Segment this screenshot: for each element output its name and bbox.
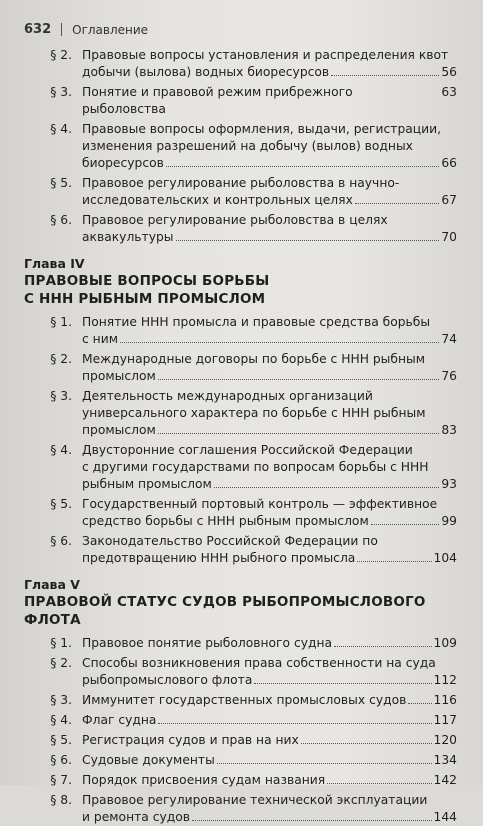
dot-leader — [357, 561, 431, 562]
entry-title-line: средство борьбы с ННН рыбным промыслом — [82, 514, 369, 528]
dot-leader — [158, 433, 440, 434]
entry-title-line: Способы возникновения права собственности на суда — [82, 656, 436, 670]
entry-title-line: с ним — [82, 332, 118, 346]
chapter-label: Глава V — [24, 577, 80, 592]
entry-title-line: рыбопромыслового флота — [82, 673, 253, 687]
toc-entry — [24, 496, 457, 530]
dot-leader — [327, 783, 431, 784]
dot-leader — [217, 763, 432, 764]
entry-title-line: Государственный портовый контроль — эффективное — [82, 497, 438, 511]
entry-title-line: Правовое регулирование рыболовства в целях — [82, 213, 388, 227]
entry-title — [82, 792, 457, 826]
section-number: § 2. — [50, 352, 72, 366]
entry-title-line: Правовые вопросы установления и распределения квот — [82, 48, 449, 62]
entry-title — [82, 351, 457, 385]
entry-title-line: изменения разрешений на добычу (вылов) водных — [82, 139, 413, 153]
page-ref: 66 — [441, 156, 457, 170]
entry-title — [82, 732, 457, 749]
entry-last-line — [82, 752, 457, 769]
page-ref: 144 — [433, 810, 457, 824]
entry-last-line — [82, 692, 457, 709]
entry-title-line: Правовые вопросы оформления, выдачи, регистрации, — [82, 122, 442, 136]
entry-title — [82, 442, 457, 493]
page-ref: 116 — [433, 693, 457, 707]
dot-leader — [408, 703, 431, 704]
toc-entry — [24, 712, 457, 729]
entry-last-line — [82, 635, 457, 652]
dot-leader — [166, 166, 439, 167]
dot-leader — [331, 75, 439, 76]
entry-title-line: Иммунитет государственных промысловых судов — [82, 693, 407, 707]
entry-title-line: исследовательских и контрольных целях — [82, 193, 353, 207]
toc-entry — [24, 351, 457, 385]
entry-last-line — [82, 192, 457, 209]
page-ref: 56 — [441, 65, 457, 79]
section-number: § 6. — [50, 213, 72, 227]
chapter-title: ПРАВОВЫЕ ВОПРОСЫ БОРЬБЫ — [24, 273, 270, 289]
toc-entry — [24, 692, 457, 709]
entry-last-line — [82, 513, 457, 530]
entry-title-line: с другими государствами по вопросам борьбы с ННН — [82, 460, 429, 474]
entry-title — [82, 84, 457, 118]
toc-entry — [24, 772, 457, 789]
section-number: § 4. — [50, 443, 72, 457]
entry-last-line — [82, 229, 457, 246]
page-ref: 134 — [433, 753, 457, 767]
page-number: 632 — [24, 22, 52, 37]
dot-leader — [158, 723, 431, 724]
entry-title — [82, 692, 457, 709]
dot-leader — [371, 524, 440, 525]
entry-title — [82, 712, 457, 729]
entry-title-line: Флаг судна — [82, 713, 157, 727]
entry-title — [82, 175, 457, 209]
page-ref: 63 — [441, 85, 457, 99]
toc-entry — [24, 655, 457, 689]
chapter-label: Глава IV — [24, 256, 85, 271]
entry-title — [82, 772, 457, 789]
entry-title-line: добычи (вылова) водных биоресурсов — [82, 65, 330, 79]
entry-title-line: аквакультуры — [82, 230, 174, 244]
toc-entry — [24, 792, 457, 826]
entry-last-line — [82, 64, 457, 81]
page-ref: 104 — [433, 551, 457, 565]
section-number: § 4. — [50, 122, 72, 136]
section-number: § 5. — [50, 733, 72, 747]
section-number: § 4. — [50, 713, 72, 727]
chapter-5-heading — [24, 577, 457, 629]
entry-title-line: Правовое регулирование технической эксплуатации — [82, 793, 428, 807]
section-number: § 1. — [50, 636, 72, 650]
entry-title-line: Судовые документы — [82, 753, 215, 767]
page-ref: 117 — [433, 713, 457, 727]
dot-leader — [120, 342, 439, 343]
dot-leader — [334, 646, 431, 647]
entry-last-line — [82, 84, 457, 118]
section-number: § 1. — [50, 315, 72, 329]
section-number: § 5. — [50, 176, 72, 190]
entry-title-line: биоресурсов — [82, 156, 164, 170]
page-ref: 70 — [441, 230, 457, 244]
page-ref: 142 — [433, 773, 457, 787]
page-ref: 120 — [433, 733, 457, 747]
dot-leader — [176, 240, 440, 241]
chapter-3-entries — [24, 47, 457, 246]
entry-last-line — [82, 732, 457, 749]
section-number: § 7. — [50, 773, 72, 787]
entry-title — [82, 314, 457, 348]
entry-title — [82, 47, 457, 81]
entry-title-line: Международные договоры по борьбе с ННН рыбным — [82, 352, 425, 366]
toc-entry — [24, 442, 457, 493]
toc-entry — [24, 388, 457, 439]
entry-last-line — [82, 550, 457, 567]
entry-title-line: рыбным промыслом — [82, 477, 212, 491]
section-number: § 2. — [50, 656, 72, 670]
dot-leader — [301, 743, 432, 744]
toc-entry — [24, 84, 457, 118]
dot-leader — [254, 683, 431, 684]
toc-entry — [24, 314, 457, 348]
page-ref: 99 — [441, 514, 457, 528]
chapter-5-entries — [24, 635, 457, 826]
entry-title-line: промыслом — [82, 369, 156, 383]
entry-last-line — [82, 422, 457, 439]
dot-leader — [214, 487, 440, 488]
entry-title-line: и ремонта судов — [82, 810, 191, 824]
entry-title-line: Законодательство Российской Федерации по — [82, 534, 378, 548]
section-number: § 3. — [50, 389, 72, 403]
dot-leader — [158, 379, 440, 380]
entry-title — [82, 533, 457, 567]
toc-entry — [24, 121, 457, 172]
header-divider — [61, 23, 62, 36]
section-number: § 3. — [50, 693, 72, 707]
section-number: § 6. — [50, 534, 72, 548]
running-head — [24, 22, 457, 37]
entry-title — [82, 388, 457, 439]
toc-entry — [24, 175, 457, 209]
chapter-title: С ННН РЫБНЫМ ПРОМЫСЛОМ — [24, 291, 266, 307]
entry-title-line: универсального характера по борьбе с ННН рыбным — [82, 406, 426, 420]
toc-entry — [24, 533, 457, 567]
section-number: § 2. — [50, 48, 72, 62]
chapter-4-entries — [24, 314, 457, 567]
entry-title-line: Понятие ННН промысла и правовые средства борьбы — [82, 315, 431, 329]
entry-last-line — [82, 672, 457, 689]
entry-title-line: промыслом — [82, 423, 156, 437]
page-ref: 67 — [441, 193, 457, 207]
section-number: § 3. — [50, 85, 72, 99]
entry-last-line — [82, 368, 457, 385]
entry-last-line — [82, 772, 457, 789]
chapter-title: ПРАВОВОЙ СТАТУС СУДОВ РЫБОПРОМЫСЛОВОГО ФЛОТА — [24, 594, 426, 628]
entry-title — [82, 752, 457, 769]
entry-title — [82, 655, 457, 689]
toc-entry — [24, 752, 457, 769]
chapter-4-heading — [24, 256, 457, 308]
entry-title-line: Правовое регулирование рыболовства в научно- — [82, 176, 400, 190]
toc-entry — [24, 732, 457, 749]
page-ref: 74 — [441, 332, 457, 346]
page-ref: 93 — [441, 477, 457, 491]
toc-entry — [24, 635, 457, 652]
entry-title-line: Порядок присвоения судам названия — [82, 773, 326, 787]
entry-title-line: предотвращению ННН рыбного промысла — [82, 551, 356, 565]
toc-entry — [24, 47, 457, 81]
dot-leader — [355, 203, 440, 204]
dot-leader — [192, 820, 431, 821]
entry-title-line: Правовое понятие рыболовного судна — [82, 636, 333, 650]
section-number: § 8. — [50, 793, 72, 807]
entry-last-line — [82, 476, 457, 493]
page-ref: 76 — [441, 369, 457, 383]
entry-title — [82, 121, 457, 172]
section-number: § 6. — [50, 753, 72, 767]
entry-title-line: Двусторонние соглашения Российской Федерации — [82, 443, 413, 457]
entry-title — [82, 496, 457, 530]
page-ref: 83 — [441, 423, 457, 437]
page-ref: 112 — [433, 673, 457, 687]
entry-title-line: Деятельность международных организаций — [82, 389, 373, 403]
toc-entry — [24, 212, 457, 246]
entry-last-line — [82, 331, 457, 348]
entry-title-line: Понятие и правовой режим прибрежного рыболовства — [82, 85, 353, 116]
running-head-title: Оглавление — [72, 22, 149, 37]
page-ref: 109 — [433, 636, 457, 650]
entry-last-line — [82, 155, 457, 172]
section-number: § 5. — [50, 497, 72, 511]
entry-last-line — [82, 712, 457, 729]
entry-title — [82, 635, 457, 652]
entry-last-line — [82, 809, 457, 826]
entry-title — [82, 212, 457, 246]
entry-title-line: Регистрация судов и прав на них — [82, 733, 299, 747]
